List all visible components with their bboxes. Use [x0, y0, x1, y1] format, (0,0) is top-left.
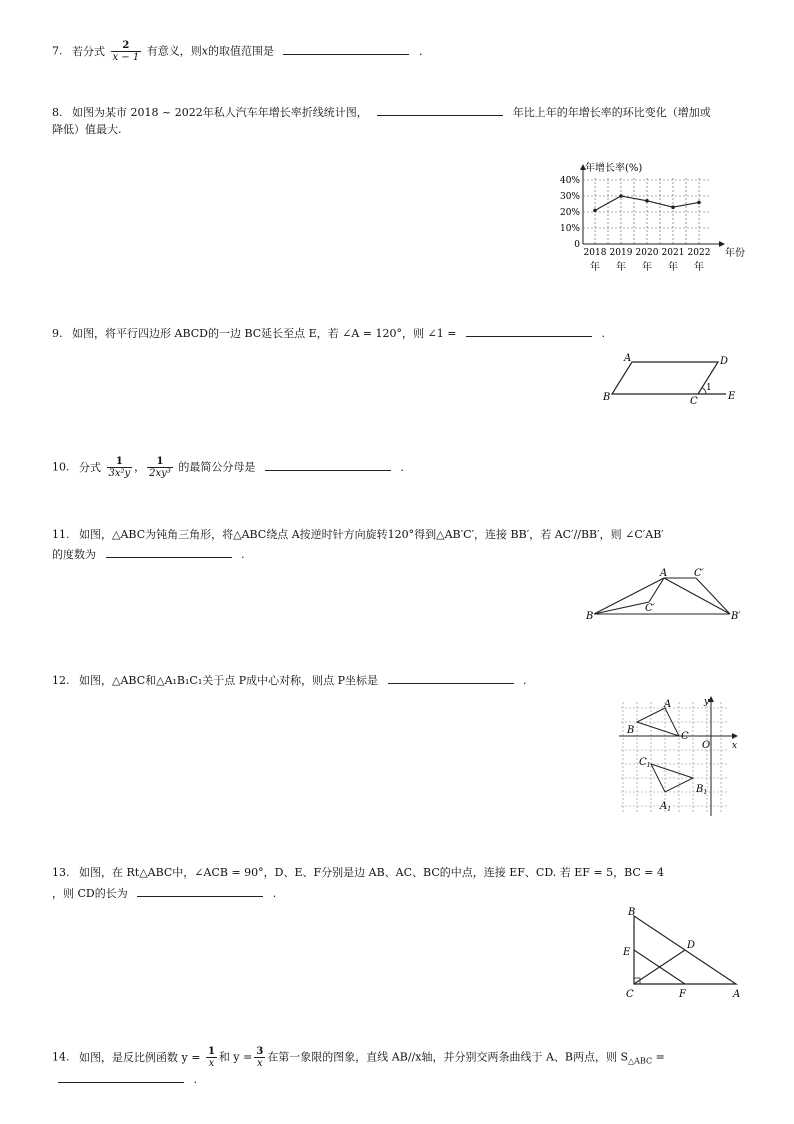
- answer-blank[interactable]: [58, 1070, 184, 1083]
- x-tick-unit: 年: [616, 262, 626, 273]
- parallelogram-abcd: [612, 362, 718, 394]
- period: .: [400, 460, 404, 474]
- question-8-line2: 降低）值最大.: [52, 123, 122, 136]
- fraction-2: [254, 1046, 265, 1069]
- x-tick-label: 2021: [661, 248, 685, 258]
- question-text: 如图，将平行四边形 ABCD的一边 BC延长至点 E，若 ∠A = 120°，则 ∠1 =: [72, 327, 457, 340]
- question-11-line2: [52, 545, 245, 563]
- y-tick-label: 10%: [559, 224, 580, 234]
- label-a: A: [624, 353, 632, 364]
- question-text: 的度数为: [52, 548, 96, 561]
- answer-blank[interactable]: [283, 42, 409, 55]
- area-subscript: △ABC: [628, 1056, 653, 1066]
- x-axis-title: 年份: [725, 248, 745, 259]
- label-bp: B′: [731, 611, 741, 622]
- question-text: 如图，是反比例函数 y =: [79, 1050, 201, 1064]
- answer-blank[interactable]: [388, 671, 514, 684]
- x-tick-unit: 年: [694, 262, 704, 273]
- question-10: [52, 456, 404, 479]
- parallelogram-figure: [600, 352, 740, 407]
- question-8: [52, 103, 711, 121]
- label-f: F: [679, 989, 686, 1000]
- question-14-line2: [58, 1070, 197, 1088]
- rotation-triangle-figure: [584, 566, 746, 624]
- question-number: 12.: [52, 674, 70, 687]
- question-number: 11.: [52, 528, 70, 541]
- label-b1: $B_1$: [696, 784, 708, 796]
- grid: [621, 702, 728, 814]
- answer-blank[interactable]: [137, 884, 263, 897]
- x-tick-unit: 年: [590, 262, 600, 273]
- y-tick-label: 0: [574, 240, 580, 250]
- fraction-1: [206, 1046, 217, 1069]
- fraction-numerator: 2: [122, 40, 130, 51]
- fraction-denominator: x − 1: [112, 52, 140, 63]
- period: .: [241, 548, 245, 561]
- question-text: 如图，△ABC为钝角三角形，将△ABC绕点 A按逆时针方向旋转120°得到△AB′C′，连接 BB′，若 AC′//BB′，则 ∠C′AB′: [79, 528, 664, 541]
- fraction-numerator: 3: [256, 1046, 264, 1057]
- question-text: 在第一象限的图象，直线 AB//x轴，并分别交两条曲线于 A、B两点，则 S: [267, 1050, 629, 1064]
- fraction-denominator: 2xy³: [149, 468, 171, 479]
- question-text: 的最简公分母是: [178, 460, 256, 474]
- question-text: 有意义，则: [146, 44, 202, 58]
- label-a1: $A_1$: [660, 801, 672, 813]
- label-b: B: [586, 611, 594, 622]
- segment-abp: [664, 578, 730, 614]
- data-point: [697, 201, 701, 205]
- y-tick-label: 40%: [559, 176, 580, 186]
- question-11: [52, 527, 664, 543]
- x-axis-arrow: [732, 733, 738, 739]
- variable: x: [201, 44, 208, 58]
- question-7: [52, 40, 422, 63]
- label-d: D: [720, 356, 729, 367]
- question-text: 和 y =: [218, 1050, 253, 1064]
- answer-blank[interactable]: [106, 545, 232, 558]
- label-cp-top: C′: [694, 568, 704, 579]
- label-b: B: [628, 907, 636, 918]
- period: .: [601, 327, 605, 340]
- x-tick-label: 2020: [635, 248, 659, 258]
- label-y: y: [704, 697, 710, 707]
- fraction-denominator: x: [254, 1057, 265, 1069]
- answer-blank[interactable]: [377, 103, 503, 116]
- y-axis-title: 年增长率(%): [585, 163, 643, 174]
- label-a: A: [660, 568, 668, 579]
- label-a: A: [664, 699, 672, 710]
- data-point: [593, 209, 597, 213]
- label-c: C: [690, 396, 698, 407]
- question-9: [52, 324, 605, 342]
- question-number: 14.: [52, 1050, 70, 1064]
- period: .: [193, 1073, 197, 1086]
- central-symmetry-grid-figure: [616, 694, 742, 818]
- label-c: C′: [645, 603, 655, 614]
- separator: ，: [134, 460, 146, 474]
- fraction-numerator: 1: [115, 456, 123, 467]
- label-x: x: [732, 741, 738, 751]
- fraction-numerator: 1: [207, 1046, 215, 1057]
- right-triangle-figure: [618, 904, 746, 1002]
- question-text: 若分式: [72, 44, 105, 58]
- label-c1: $C_1$: [639, 757, 651, 769]
- x-axis-arrow: [719, 241, 725, 247]
- question-text: 年比上年的年增长率的环比变化（增加或: [512, 106, 711, 119]
- question-14: [52, 1046, 665, 1070]
- question-12: [52, 671, 527, 689]
- label-d: D: [687, 940, 696, 951]
- equals-sign: =: [652, 1050, 665, 1064]
- label-e: E: [623, 947, 631, 958]
- answer-blank[interactable]: [466, 324, 592, 337]
- question-number: 13.: [52, 866, 70, 879]
- segment-cpbp: [696, 578, 730, 614]
- question-13: [52, 865, 664, 881]
- fraction-1: [107, 456, 133, 479]
- segment-bc: [594, 602, 649, 614]
- fraction-denominator: x: [206, 1057, 217, 1069]
- label-b: B: [603, 392, 611, 403]
- question-text: 如图，△ABC和△A₁B₁C₁关于点 P成中心对称，则点 P坐标是: [79, 674, 379, 687]
- question-text: ，则 CD的长为: [52, 887, 128, 900]
- x-tick-unit: 年: [642, 262, 652, 273]
- question-number: 8.: [52, 106, 63, 119]
- period: .: [272, 887, 277, 900]
- data-point: [671, 205, 675, 209]
- question-text: 的取值范围是: [207, 44, 274, 58]
- period: .: [418, 44, 423, 58]
- data-point: [619, 194, 623, 198]
- label-angle-1: 1: [706, 383, 712, 393]
- question-text: 分式: [79, 460, 101, 474]
- period: .: [523, 674, 527, 687]
- data-point: [645, 199, 649, 203]
- question-13-line2: [52, 884, 276, 902]
- label-b: B: [627, 725, 635, 736]
- label-a: A: [733, 989, 741, 1000]
- question-number: 9.: [52, 327, 63, 340]
- label-c: C: [681, 731, 689, 742]
- question-number: 10.: [52, 460, 70, 474]
- x-tick-label: 2019: [609, 248, 633, 258]
- y-tick-label: 30%: [559, 192, 580, 202]
- y-tick-label: 20%: [559, 208, 580, 218]
- fraction-numerator: 1: [156, 456, 164, 467]
- fraction-denominator: 3x²y: [108, 468, 131, 479]
- x-tick-label: 2018: [583, 248, 607, 258]
- question-text: 如图为某市 2018 ~ 2022年私人汽车年增长率折线统计图，: [72, 106, 368, 119]
- x-tick-unit: 年: [668, 262, 678, 273]
- answer-blank[interactable]: [265, 458, 391, 471]
- question-number: 7.: [52, 44, 63, 58]
- growth-rate-line-chart: [559, 150, 745, 278]
- label-c: C: [626, 989, 634, 1000]
- x-tick-label: 2022: [687, 248, 711, 258]
- fraction: [111, 40, 142, 63]
- label-o: O: [702, 740, 711, 751]
- fraction-2: [147, 456, 173, 479]
- question-text: 如图，在 Rt△ABC中，∠ACB = 90°，D、E、F分别是边 AB、AC、BC的中点，连接 EF、CD. 若 EF = 5，BC = 4: [79, 866, 665, 879]
- label-e: E: [728, 391, 736, 402]
